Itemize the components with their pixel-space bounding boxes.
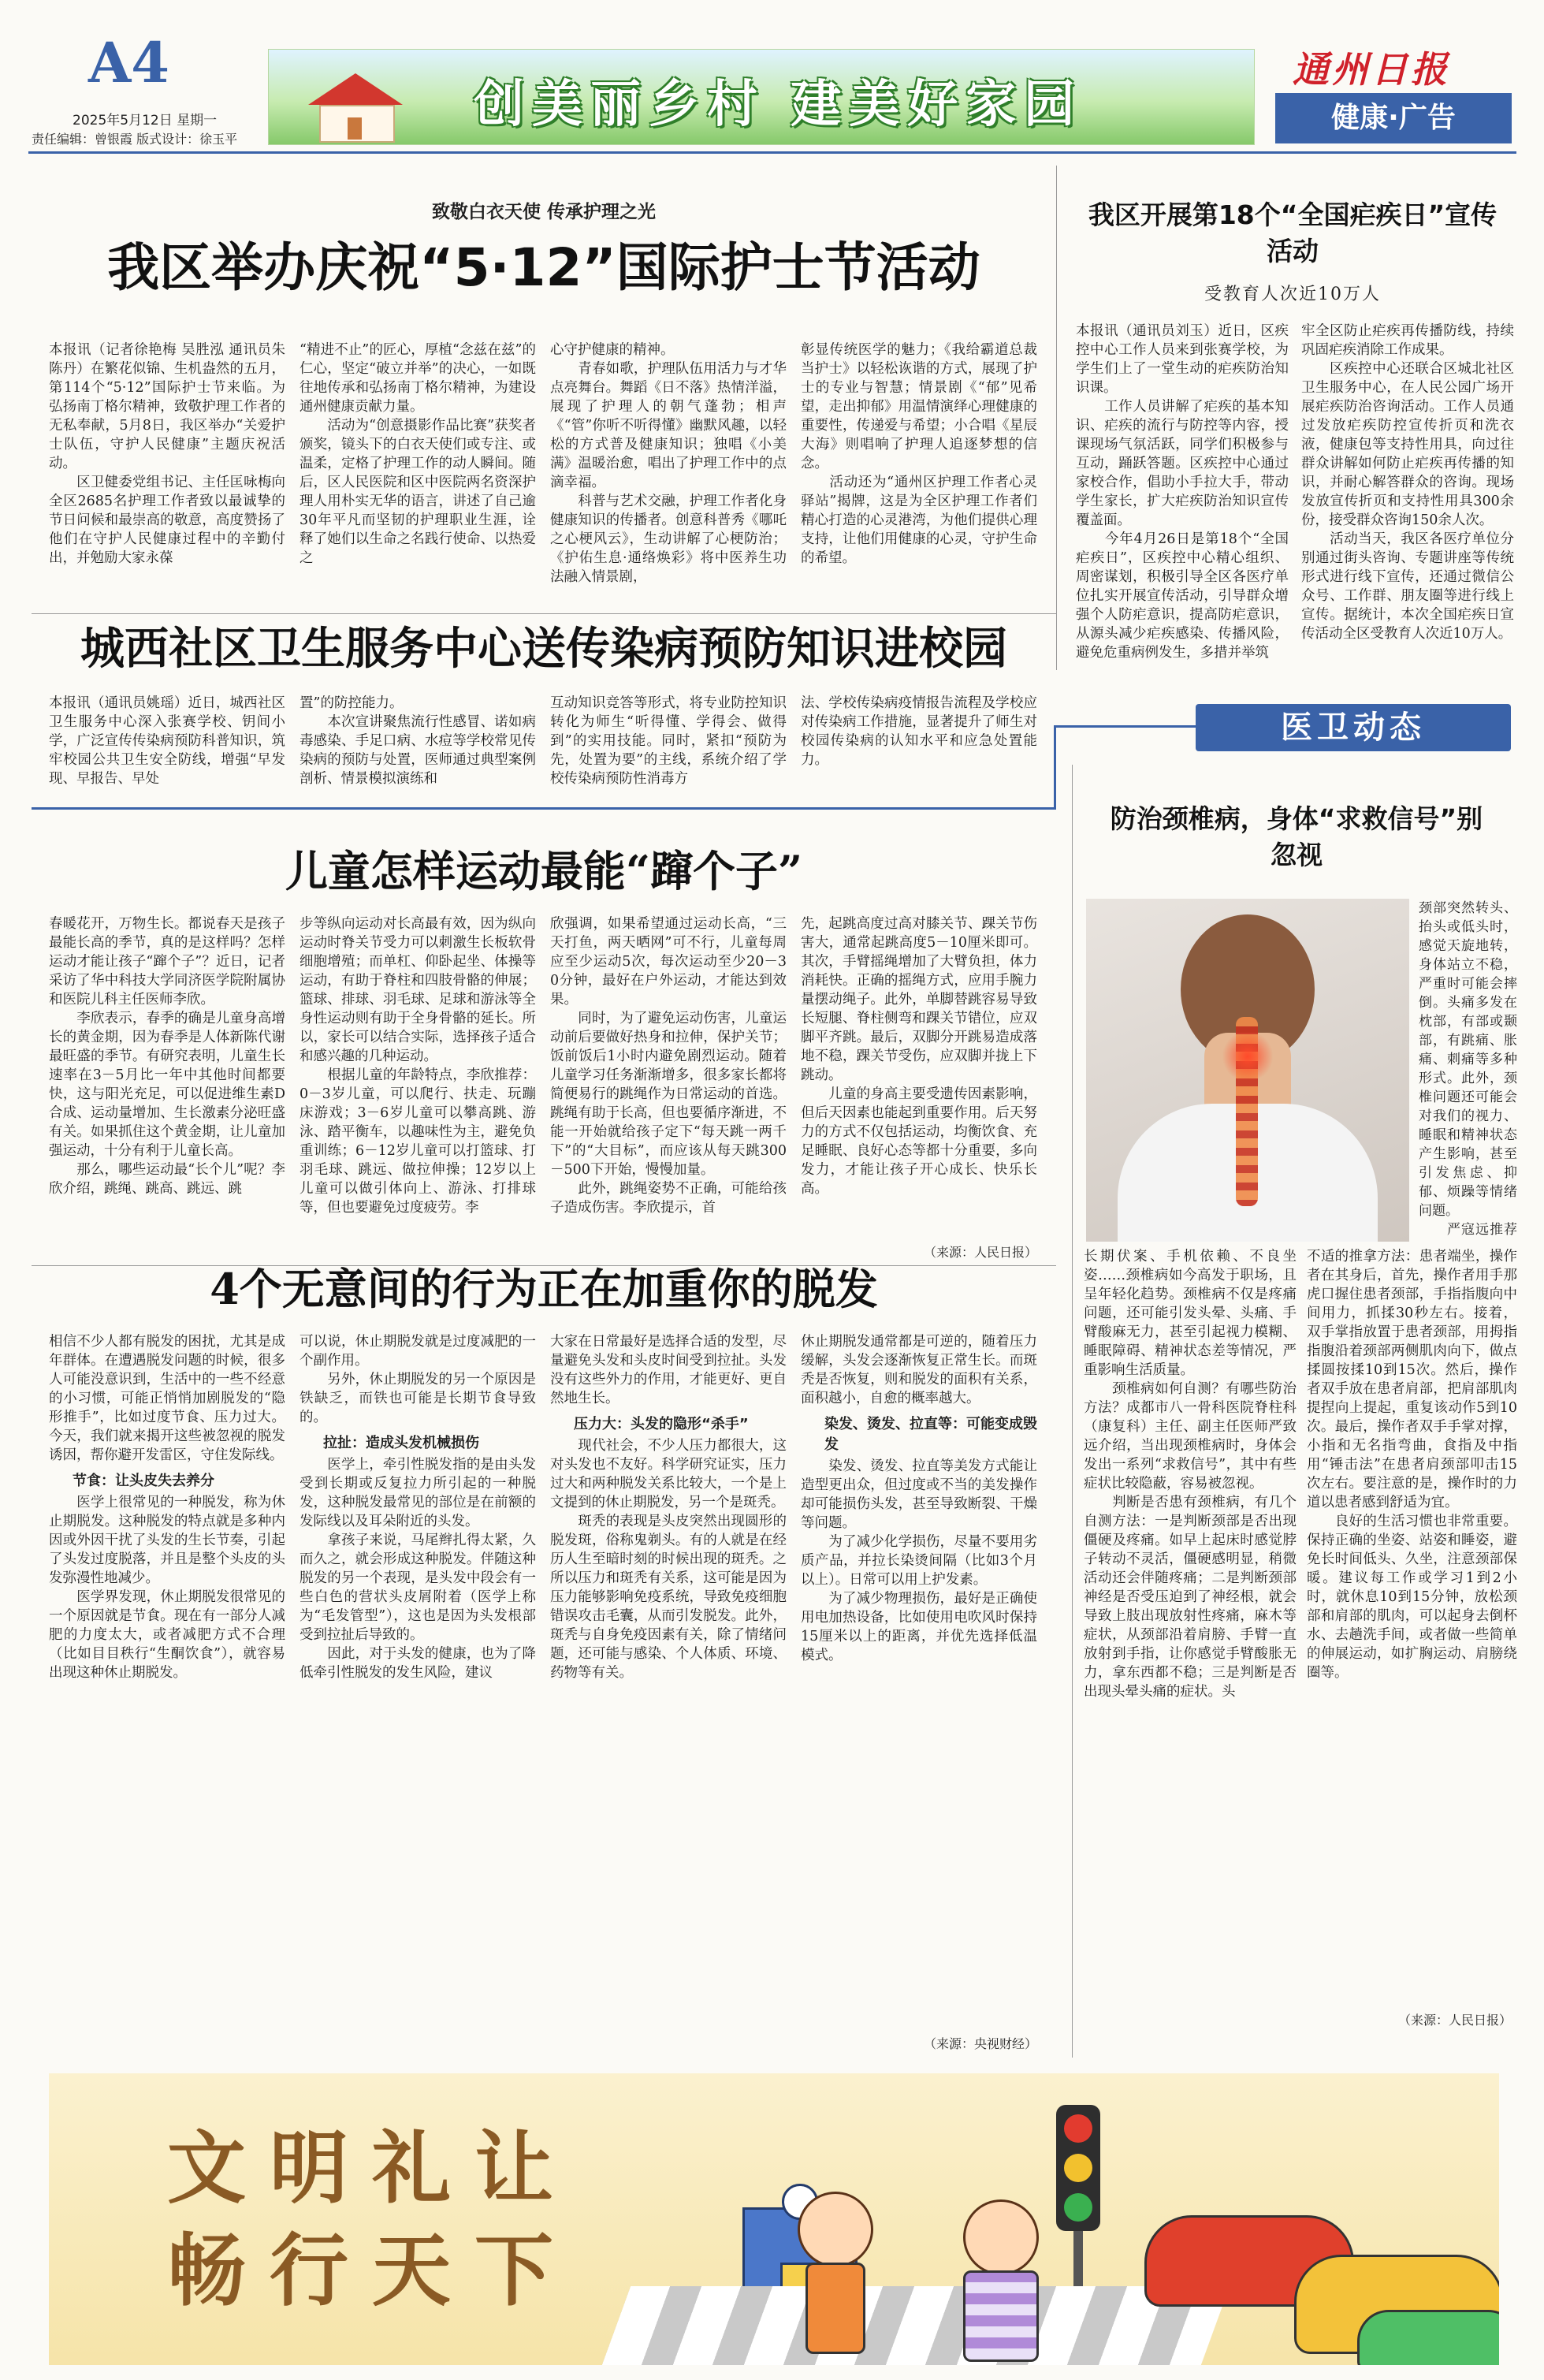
article1-kicker: 致敬白衣天使 传承护理之光 (431, 202, 656, 222)
article5-source: （来源：人民日报） (923, 1245, 1037, 1260)
article6-col4-p2: 染发、烫发、拉直等美发方式能让造型更出众，但过度或不当的美发操作却可能损伤头发，甚至导致断裂、干燥等问题。 为了减少化学损伤，尽量不要用劣质产品，并拉长染烫间隔（比如3个月以上）。日常可以用上护发素。 为了减少物理损伤，最好是正确使用电加热设备，比如使用电吹风时保持15厘米以上的距离，并优先选择低温模式。 (801, 1458, 1037, 1663)
article5-col1: 春暖花开，万物生长。都说春天是孩子最能长高的季节，真的是这样吗？怎样运动才能让孩子“蹿个子”？近日，记者采访了华中科技大学同济医学院附属协和医院儿科主任医师李欣。 李欣表示，春季的确是儿童身高增长的黄金期，因为春季是人体新陈代谢最旺盛的季节。有研究表明，儿童生长速率在3－5月比一年中其他时间都要快，这与阳光充足，可以促进维生素D合成、运动量增加、生长激素分泌旺盛有关。如果抓住这个黄金期，让儿童加强运动，十分有利于儿童长高。 那么，哪些运动最“长个儿”呢？李欣介绍，跳绳、跳高、跳远、跳 (49, 916, 285, 1197)
section-rule-top (1054, 725, 1196, 728)
children-illustration (782, 2192, 1066, 2365)
article6-col1 (49, 1332, 285, 2058)
article4-col1: 长期伏案、手机依赖、不良坐姿……颈椎病如今高发于职场，且呈年轻化趋势。颈椎病不仅是疼痛问题，还可能引发头晕、头痛、手臂酸麻无力，甚至引起视力模糊、睡眠障碍、精神状态差等情况，严重影响生活质量。 颈椎病如何自测？有哪些防治方法？成都市八一骨科医院脊柱科（康复科）主任、副主任医师严致远介绍，当出现颈椎病时，身体会发出一系列“求救信号”，其中有些症状比较隐蔽，容易被忽视。 判断是否患有颈椎病，有几个自测方法：一是判断颈部是否出现僵硬及疼痛。如早上起床时感觉脖子转动不灵活，僵硬感明显，稍微活动还会伴随疼痛；二是判断颈部神经是否受压迫到了神经根，就会导致上肢出现放射性疼痛，麻木等症状，从颈部沿着肩膀、手臂一直放射到手指，让你感觉手臂酸胀无力，拿东西都不稳；三是判断是否出现头晕头痛的症状。头 (1084, 1249, 1297, 1700)
ad-slogan-line2: 畅行天下 (167, 2224, 577, 2317)
article4-col2: 不适的推拿方法：患者端坐，操作者在其身后，首先，操作者用手那虎口握住患者颈部，手指指腹向中间用力，抓揉30秒左右。接着，双手掌指放置于患者颈部，用拇指指腹沿着颈部两侧肌肉向下，做点揉圆按揉10到15次。然后，操作者双手放在患者肩部，把肩部肌肉提捏向上提起，重复该动作5到10次。最后，操作者双手手掌对撑，小指和无名指弯曲，食指及中指用“锤击法”在患者肩颈部叩击15次左右。要注意的是，操作时的力道以患者感到舒适为宜。 良好的生活习惯也非常重要。保持正确的坐姿、站姿和睡姿，避免长时间低头、久坐，注意颈部保暖。建议每工作或学习1到2小时，就休息10到15分钟，放松颈部和肩部的肌肉，可以起身去倒杯水、去趟洗手间，或者做一些简单的伸展运动，如扩胸运动、肩膀绕圈等。 (1307, 1249, 1517, 1681)
article6-col3-p2: 现代社会，不少人压力都很大，这对头发也不友好。科学研究证实，压力过大和两种脱发关系比较大，一个是上文提到的休止期脱发，另一个是斑秃。 斑秃的表现是头皮突然出现圆形的脱发斑，俗称鬼剃头。有的人就是在经历人生至暗时刻的时候出现的斑秃。之所以压力和斑秃有关系，这可能是因为压力能够影响免疫系统，导致免疫细胞错误攻击毛囊，从而引发脱发。此外，斑秃与自身免疫因素有关，除了情绪问题，还可能与感染、个人体质、环境、药物等有关。 (550, 1438, 787, 1681)
page-number: A4 (88, 30, 170, 95)
section-name: 健康·广告 (1331, 102, 1456, 134)
article2-col1: 本报讯（通讯员刘玉）近日，区疾控中心工作人员来到张赛学校，为学生们上了一堂生动的疟疾防治知识课。 工作人员讲解了疟疾的基本知识、疟疾的流行与防控等内容，授课现场气氛活跃，同学们积极参与互动，踊跃答题。区疾控中心通过家校合作，倡助小手拉大手，带动学生家长，扩大疟疾防治知识宣传覆盖面。 今年4月26日是第18个“全国疟疾日”，区疾控中心精心组织、周密谋划，积极引导全区各医疗单位扎实开展宣传活动，引导群众增强个人防疟意识，提高防疟意识，从源头减少疟疾感染、传播风险，避免危重病例发生，多措并举筑 (1076, 323, 1289, 661)
article6-col1-p1: 相信不少人都有脱发的困扰，尤其是成年群体。在遭遇脱发问题的时候，很多人可能没意识到，生活中的一些不经意的小习惯，可能正悄悄加剧脱发的“隐形推手”，比如过度节食、压力过大。今天，我们就来揭开这些被忽视的脱发诱因，帮你避开发雷区，守住发际线。 (49, 1334, 285, 1463)
paper-name: 通州日报 (1293, 48, 1450, 91)
article6-col3 (550, 1332, 787, 2058)
article4-col-beside: 颈部突然转头、抬头或低头时，感觉天旋地转，身体站立不稳，严重时可能会摔倒。头痛多发在枕部，有部或颞部，有跳痛、胀痛、刺痛等多种形式。此外，颈椎问题还可能会对我们的视力、睡眠和精神状态产生影响，甚至引发焦虑、抑郁、烦躁等情绪问题。 严寇远推荐 (1419, 900, 1517, 1238)
article5-col2: 步等纵向运动对长高最有效，因为纵向运动时脊关节受力可以刺激生长板软骨细胞增殖；而单杠、仰卧起坐、体操等运动，有助于脊柱和四肢骨骼的伸展；篮球、排球、羽毛球、足球和游泳等全身性运动则有助于全身骨骼的延长。所以，家长可以结合实际，选择孩子适合和感兴趣的几种运动。 根据儿童的年龄特点，李欣推荐：0－3岁儿童，可以爬行、扶走、玩蹦床游戏；3－6岁儿童可以攀高跳、游泳、踏平衡车，以趣味性为主，避免负重训练；6－12岁儿童可以打篮球、打羽毛球、跳远、做拉伸操；12岁以上儿童可以做引体向上、游泳、打排球等，但也要避免过度疲劳。李 (299, 916, 536, 1216)
article2-subhead: 受教育人次近10万人 (1204, 285, 1381, 304)
article2-headline: 我区开展第18个“全国疟疾日”宣传活动 (1088, 199, 1497, 266)
article6-col1-p2: 医学上很常见的一种脱发，称为休止期脱发。这种脱发的特点就是多种内因或外因干扰了头发的生长节奏，引起了头发过度脱落，并且是整个头皮的头发弥漫性地减少。 医学界发现，休止期脱发很常见的一个原因就是节食。现在有一部分人减肥的力度太大，或者减肥方式不合理（比如目目秩行“生酮饮食”），就容易出现这种休止期脱发。 (49, 1495, 285, 1681)
article3-headline: 城西社区卫生服务中心送传染病预防知识进校园 (80, 623, 1007, 675)
ad-slogan-line1: 文明礼让 (167, 2121, 577, 2214)
article6-col2-p2: 医学上，牵引性脱发指的是由头发受到长期或反复拉力所引起的一种脱发，这种脱发最常见的部位是在前额的发际线以及耳朵附近的头发。 拿孩子来说，马尾辫扎得太紧，久而久之，就会形成这种脱发。伴随这种脱发的另一个表现，是头发中段会有一些白色的营状头皮屑附着（医学上称为“毛发管型”），这也是因为头发根部受到拉扯后导致的。 因此，对于头发的健康，也为了降低牵引性脱发的发生风险，建议 (299, 1457, 536, 1681)
article1-col3: 心守护健康的精神。 青春如歌，护理队伍用活力与才华点亮舞台。舞蹈《日不落》热情洋溢，展现了护理人的朝气蓬勃；相声《“管”你听不听得懂》幽默风趣，以轻松的方式普及健康知识；独唱《小美满》温暖治愈，唱出了护理工作中的点滴幸福。 科普与艺术交融，护理工作者化身健康知识的传播者。创意科普秀《哪吒之心梗风云》，生动讲解了心梗防治；《护佑生息·通络焕彩》将中医养生功法融入情景剧， (550, 342, 787, 585)
article6-col4-subhead: 染发、烫发、拉直等：可能变成毁发 (824, 1416, 1037, 1453)
article6-headline: 4个无意间的行为正在加重你的脱发 (210, 1264, 878, 1314)
section-rule-vertical (1054, 725, 1056, 810)
house-illustration (308, 73, 395, 140)
section-tag (1275, 93, 1512, 143)
article2-col2: 牢全区防止疟疾再传播防线，持续巩固疟疾消除工作成果。 区疾控中心还联合区城北社区卫生服务中心，在人民公园广场开展疟疾防治咨询活动。工作人员通过发放疟疾防控宣传折页和洗衣液，健康包等支持性用具，向过往群众讲解如何防止疟疾再传播的知识，并耐心解答群众的咨询。现场发放宣传折页和支持性用具300余份，接受群众咨询150余人次。 活动当天，我区各医疗单位分别通过街头咨询、专题讲座等传统形式进行线下宣传，还通过微信公众号、工作群、朋友圈等进行线上宣传。据统计，本次全国疟疾日宣传活动全区受教育人次近10万人。 (1301, 323, 1514, 642)
article4-source: （来源：人民日报） (1397, 2013, 1512, 2028)
article6-col1-subhead: 节食：让头皮失去养分 (73, 1473, 214, 1489)
article6-col3-subhead: 压力大：头发的隐形“杀手” (574, 1416, 749, 1432)
article5-headline: 儿童怎样运动最能“蹿个子” (285, 846, 803, 896)
article6-col2-subhead: 拉扯：造成头发机械损伤 (323, 1435, 479, 1451)
article6-col2-p1: 可以说，休止期脱发就是过度减肥的一个副作用。 另外，休止期脱发的另一个原因是铁缺乏，而铁也可能是长期节食导致的。 (299, 1334, 536, 1425)
section-rule (32, 807, 1056, 810)
article6-source: （来源：央视财经） (923, 2036, 1037, 2051)
section-banner (1196, 704, 1511, 751)
banner-ad (268, 49, 1255, 145)
cars-illustration (1121, 2192, 1499, 2365)
issue-date: 2025年5月12日 星期一 (73, 113, 218, 128)
divider (1056, 166, 1057, 670)
article4-headline: 防治颈椎病，身体“求救信号”别忽视 (1110, 803, 1483, 870)
article5-col3: 欣强调，如果希望通过运动长高，“三天打鱼，两天晒网”可不行，儿童每周应至少运动5次，每次运动至少20－30分钟，最好在户外运动，才能达到效果。 同时，为了避免运动伤害，儿童运动前后要做好热身和拉伸，保护关节；饭前饭后1小时内避免剧烈运动。随着儿童学习任务渐渐增多，很多家长都将简便易行的跳绳作为日常运动的首选。跳绳有助于长高，但也要循序渐进，不能一开始就给孩子定下“每天跳一两千下”的“大目标”，而应该从每天跳300－500下开始，慢慢加量。 此外，跳绳姿势不正确，可能给孩子造成伤害。李欣提示，首 (550, 916, 787, 1216)
section-label: 医卫动态 (1281, 710, 1426, 746)
article3-col1: 本报讯（通讯员姚瑶）近日，城西社区卫生服务中心深入张赛学校、钥间小学，广泛宣传传染病预防科普知识，筑牢校园公共卫生安全防线，增强“早发现、早报告、早处 (49, 695, 285, 787)
article6-col3-p1: 大家在日常最好是选择合适的发型，尽量避免头发和头皮时间受到拉扯。头发没有这些外力的作用，才能更好、更自然地生长。 (550, 1334, 787, 1406)
article5-col4: 先，起跳高度过高对膝关节、踝关节伤害大，通常起跳高度5－10厘米即可。其次，手臂摇绳增加了大臂负担，体力消耗快。正确的摇绳方式，应用手腕力量摆动绳子。此外，单脚替跳容易导致长短腿、脊柱侧弯和踝关节错位，应双脚平齐跳。最后，双脚分开跳易造成落地不稳，踝关节受伤，应双脚并拢上下跳动。 儿童的身高主要受遗传因素影响，但后天因素也能起到重要作用。后天努力的方式不仅包括运动，均衡饮食、充足睡眠、良好心态等都十分重要，多向发力，才能让孩子开心成长、快乐长高。 (801, 916, 1037, 1197)
divider (1072, 765, 1073, 2058)
banner-slogan: 创美丽乡村 建美好家园 (474, 75, 1083, 134)
article1-col1: 本报讯（记者徐艳梅 吴胜泓 通讯员朱陈丹）在繁花似锦、生机盎然的五月，第114个“5·12”国际护士节来临。为弘扬南丁格尔精神，致敬护理工作者的无私奉献，5月8日，我区举办“关爱护士队伍，守护人民健康”主题庆祝活动。 区卫健委党组书记、主任匡咏梅向全区2685名护理工作者致以最诚挚的节日问候和最崇高的敬意，高度赞扬了他们在守护人民健康过程中的辛勤付出，并勉励大家永葆 (49, 342, 285, 566)
neck-pain-photo (1086, 899, 1409, 1242)
article1-col2: “精进不止”的匠心，厚植“念兹在兹”的仁心，坚定“破立并举”的决心，一如既往地传承和弘扬南丁格尔精神，为建设通州健康贡献力量。 活动为“创意摄影作品比赛”获奖者颁奖，镜头下的白衣天使们或专注、或温柔，定格了护理工作的动人瞬间。随后，区人民医院和区中医院两名资深护理人用朴实无华的语言，讲述了自己逾30年平凡而坚韧的护理职业生涯，诠释了她们以生命之名践行使命、以热爱之 (299, 342, 536, 566)
article1-col4: 彰显传统医学的魅力；《我给霸道总裁当护士》以轻松诙谐的方式，展现了护士的专业与智慧；情景剧《“郁”见希望，走出抑郁》用温情演绎心理健康的重要性，传递爱与希望；小合唱《星辰大海》则唱响了护理人追逐梦想的信念。 活动还为“通州区护理工作者心灵驿站”揭牌，这是为全区护理工作者们精心打造的心灵港湾，为他们提供心理支持，让他们用健康的心灵，守护生命的希望。 (801, 342, 1037, 566)
civility-ad (49, 2073, 1499, 2365)
editors-credit: 责任编辑：曾银霞 版式设计：徐玉平 (32, 132, 238, 147)
article6-col2 (299, 1332, 536, 2058)
article3-col4: 法、学校传染病疫情报告流程及学校应对传染病工作措施，显著提升了师生对校园传染病的认知水平和应急处置能力。 (801, 695, 1037, 768)
header-rule (28, 151, 1516, 154)
article1-headline: 我区举办庆祝“5·12”国际护士节活动 (107, 237, 980, 298)
article3-col2: 置”的防控能力。 本次宣讲聚焦流行性感冒、诺如病毒感染、手足口病、水痘等学校常见传染病的预防与处置，医师通过典型案例剖析、情景模拟演练和 (299, 695, 536, 787)
divider (32, 613, 1056, 614)
article6-col4 (801, 1332, 1037, 2034)
article3-col3: 互动知识竞答等形式，将专业防控知识转化为师生“听得懂、学得会、做得到”的实用技能。同时，紧扣“预防为先，处置为要”的主线，系统介绍了学校传染病预防性消毒方 (550, 695, 787, 787)
article6-col4-p1: 休止期脱发通常都是可逆的，随着压力缓解，头发会逐渐恢复正常生长。而斑秃是否恢复，则和脱发的面积有关系，面积越小，自愈的概率越大。 (801, 1334, 1037, 1406)
